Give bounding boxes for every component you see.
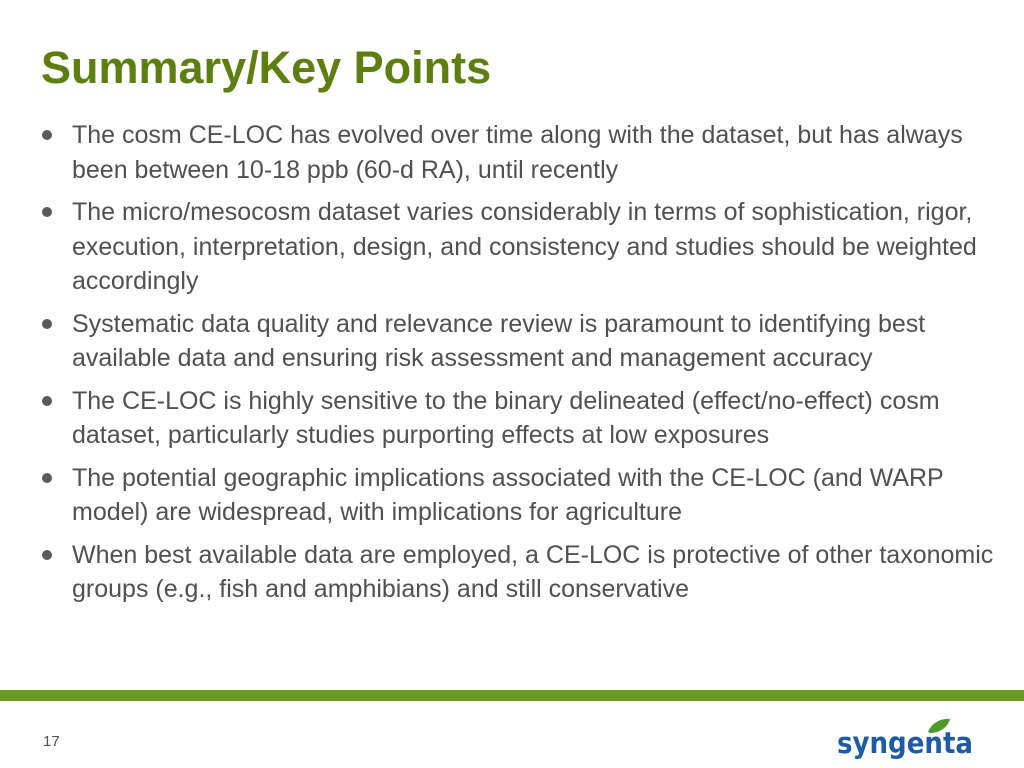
- bullet-item: [40, 538, 1000, 607]
- bullet-item: [40, 307, 1000, 376]
- bullet-item: [40, 195, 1000, 299]
- bullet-list: [40, 118, 1000, 615]
- bullet-item: [40, 461, 1000, 530]
- bullet-dot-icon: [42, 473, 52, 483]
- logo-text: syngenta: [837, 726, 973, 760]
- bullet-text: The potential geographic implications associated with the CE-LOC (and WARP model) are widespread, with implications for agriculture: [72, 463, 944, 526]
- bullet-item: [40, 118, 1000, 187]
- bullet-dot-icon: [42, 207, 52, 217]
- slide-title: Summary/Key Points: [41, 42, 492, 93]
- bullet-dot-icon: [42, 396, 52, 406]
- bullet-text: The CE-LOC is highly sensitive to the binary delineated (effect/no-effect) cosm dataset, particularly studies purporting effects at low exposures: [72, 386, 940, 449]
- bullet-dot-icon: [42, 130, 52, 140]
- bullet-item: [40, 384, 1000, 453]
- page-number: 17: [43, 733, 60, 750]
- bullet-text: When best available data are employed, a CE-LOC is protective of other taxonomic groups (e.g., fish and amphibians) and still conservative: [72, 540, 994, 603]
- syngenta-logo: [836, 716, 976, 762]
- footer-bar: [0, 690, 1024, 701]
- bullet-dot-icon: [42, 550, 52, 560]
- bullet-dot-icon: [42, 319, 52, 329]
- bullet-text: Systematic data quality and relevance review is paramount to identifying best available data and ensuring risk assessment and management accuracy: [72, 309, 926, 372]
- bullet-text: The micro/mesocosm dataset varies considerably in terms of sophistication, rigor, execution, interpretation, design, and consistency and studies should be weighted accordingly: [72, 198, 977, 295]
- bullet-text: The cosm CE-LOC has evolved over time along with the dataset, but has always been between 10-18 ppb (60-d RA), until recently: [72, 121, 963, 184]
